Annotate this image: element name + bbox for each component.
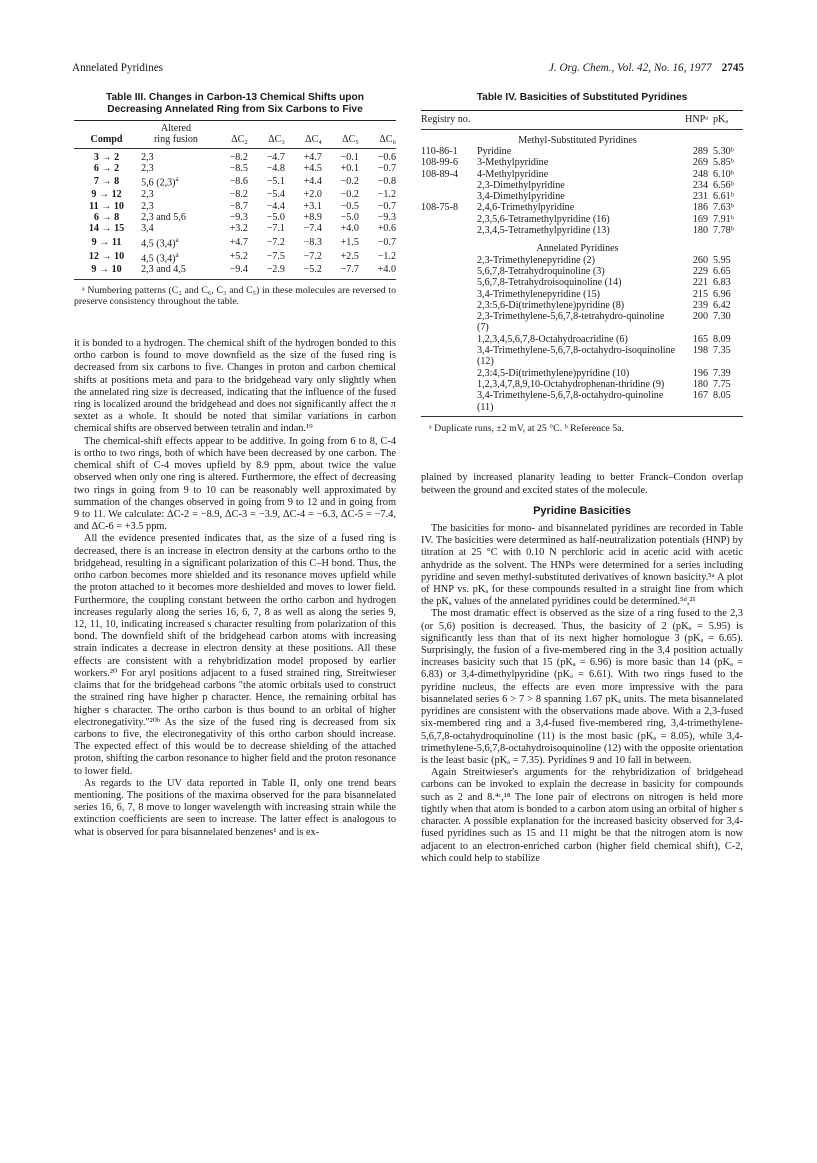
- table3-bottom-rule: [74, 279, 396, 280]
- table4-cell-compound: 5,6,7,8-Tetrahydroquinoline (3): [477, 265, 605, 277]
- table4-row: [421, 390, 743, 413]
- table4-cell-hnp: 180: [692, 378, 708, 390]
- table3-cell-compd: 7 → 8: [93, 176, 120, 188]
- table3-cell-value: +4.4: [303, 176, 322, 188]
- table4-row: [421, 345, 743, 368]
- table4-cell-pka: 7.75: [713, 378, 731, 390]
- table3-cell-value: +4.5: [303, 163, 322, 175]
- table4-cell-hnp: 239: [692, 299, 708, 311]
- right-body-text: [421, 472, 743, 865]
- table3-cell-value: −0.8: [377, 176, 396, 188]
- table3-cell-fusion: 2,3: [141, 189, 154, 201]
- table4-cell-pka: 5.85ᵇ: [713, 157, 734, 169]
- paragraph: The most dramatic effect is observed as the size of a ring fused to the 2,3 (or 5,6) position is decreased. Thus, the basicity of 2 (pKₐ = 5.95) is significantly less than that of its next higher homologue 3 (pKₐ = 6.65). Surprisingly, the fusion of a five-membered ring in the 3,4 position actually increases basicity such that 15 (pKₐ = 6.96) is more basic than 14 (pKₐ = 6.83) or 3,4-dimethylpyridine (pKₐ = 6.61). With two rings fused to the pyridine nucleus, the effects are even more impressive with the para bisannelated series 6 > 7 > 8 spanning 1.67 pKₐ units. The meta bisannelated pyridines are consistent with the observations made above. With a 2,3-fused six-membered ring and a 3,4-fused five-membered ring, 3,4-trimethylene-5,6,7,8-octahydroquinoline (11) is the most basic (pKₐ = 8.05), while 3,4-trimethylene-5,6,7,8-octahydroisoquinoline (12) with the opposite orientation is the least basic (pKₐ = 7.35). Pyridines 9 and 10 fall in between.: [421, 608, 743, 767]
- table4-cell-compound: 3-Methylpyridine: [477, 157, 549, 169]
- table3-cell-value: +0.1: [340, 163, 359, 175]
- section-heading: Pyridine Basicities: [533, 504, 631, 517]
- table4-cell-pka: 5.95: [713, 254, 731, 266]
- right-column: [421, 92, 743, 865]
- table3-cell-value: −0.7: [377, 200, 396, 212]
- table3-cell-fusion: 2,3: [141, 151, 154, 163]
- table4-cell-pka: 5.30ᵇ: [713, 146, 734, 157]
- paragraph: it is bonded to a hydrogen. The chemical shift of the hydrogen bonded to this ortho carbon is found to move downfield as the size of the fused ring is decreased from six carbons to five. Changes in proton and carbon chemical shifts at positions meta and para to the bridgehead vary only slightly when the annelated ring size is decreased, indicating that the influence of the fused ring is localized around the bridgehead and does not significantly affect the π sextet as a whole. It should be noted that similar variations in carbon chemical shifts are observed between tetralin and indan.¹⁹: [74, 337, 396, 435]
- table4-cell-hnp: 167: [692, 390, 708, 402]
- table3-cell-fusion: 2,3: [141, 200, 154, 212]
- table4-cell-compound: 5,6,7,8-Tetrahydroisoquinoline (14): [477, 277, 622, 289]
- table3-cell-value: −8.5: [229, 163, 248, 175]
- table4-cell-pka: 7.63ᵇ: [713, 202, 734, 214]
- table4-cell-registry: 110-86-1: [421, 146, 458, 157]
- table4-cell-pka: 6.10ᵇ: [713, 168, 734, 180]
- table4-cell-pka: 6.56ᵇ: [713, 179, 734, 191]
- table3-cell-value: +4.0: [340, 223, 359, 235]
- table3-row: [74, 235, 396, 250]
- table3-cell-value: +4.7: [229, 236, 248, 248]
- table4-cell-pka: 7.91ᵇ: [713, 213, 734, 225]
- table4-caption: Table IV. Basicities of Substituted Pyridines: [476, 92, 688, 103]
- running-header: [72, 62, 744, 78]
- table3-header-fusion: Altered ring fusion: [153, 122, 198, 146]
- table3-cell-value: +4.7: [303, 151, 322, 163]
- table3-cell-value: −7.2: [266, 236, 285, 248]
- paragraph: plained by increased planarity leading to better Franck–Condon overlap between the ground and excited states of the molecule.: [421, 472, 743, 496]
- table4-cell-hnp: 200: [692, 311, 708, 323]
- table3-cell-value: −0.7: [377, 236, 396, 248]
- table3-cell-compd: 6 → 2: [93, 163, 120, 175]
- table4-cell-compound: 2,3-Trimethylenepyridine (2): [477, 254, 595, 266]
- table3-cell-value: −5.0: [340, 212, 359, 224]
- table4-row: [421, 157, 743, 168]
- table4-cell-hnp: 248: [692, 168, 708, 180]
- table4-cell-hnp: 215: [692, 288, 708, 300]
- table3-cell-value: −4.4: [266, 200, 285, 212]
- table4-cell-pka: 7.30: [713, 311, 731, 323]
- table4-cell-registry: [421, 191, 475, 202]
- table4-cell-pka: 6.42: [713, 299, 731, 311]
- table4-header-hnp: HNPᵃ: [685, 114, 708, 126]
- table3-cell-fusion: 2,3: [141, 163, 154, 175]
- table4-row: [421, 277, 743, 288]
- table3-header-rule: [74, 148, 396, 149]
- table4-cell-pka: 6.96: [713, 288, 731, 300]
- table4-row: [421, 225, 743, 236]
- table3-row: [74, 212, 396, 223]
- table3-cell-value: +0.6: [377, 223, 396, 235]
- table4-cell-hnp: 180: [692, 225, 708, 237]
- table4-header-registry: Registry no.: [421, 114, 471, 126]
- table3-cell-compd: 14 → 15: [88, 223, 125, 235]
- table4: [421, 114, 743, 412]
- table4-cell-hnp: 269: [692, 157, 708, 169]
- table3-cell-compd: 11 → 10: [89, 200, 124, 212]
- table4-cell-hnp: 234: [692, 179, 708, 191]
- running-title: Annelated Pyridines: [72, 62, 164, 74]
- table4-cell-hnp: 289: [692, 146, 708, 157]
- paragraph: All the evidence presented indicates that, as the size of a fused ring is decreased, there is an increase in electron density at the carbons ortho to the bridgehead, resulting in a significant polarization of this C–H bond. Thus, the ortho carbon becomes more shielded and its resonance moves upfield while the proton attached to it becomes more deshielded and moves to lower field. Furthermore, the coupling constant between the ortho carbon and hydrogen increases regularly along the series 16, 6, 7, 8 as well as along the series 9, 12, 11, 10, indicating increased s character resulting from polarization of this bond. The downfield shift of the bridgehead carbon atoms with increasing strain indicates a decrease in electron density at these positions. All these effects are consistent with a rehybridization model proposed by earlier workers.²⁰ For aryl positions adjacent to a fused strained ring, Streitwieser claims that for the bridgehead carbons "the atomic orbitals used to construct the strained ring have higher p character. Hence, the remaining orbital has higher s character. The ortho carbon is thus bound to an orbital of higher electronegativity."²⁰ᵇ As the size of the fused ring is decreased from six carbons to five, the electronegativity of this ortho carbon should increase. The expected effect of this would be to decrease shielding of the attached proton, shifting the carbon resonance to higher field and the proton resonance to lower field.: [74, 533, 396, 777]
- table4-row: [421, 289, 743, 300]
- table3-cell-value: −1.2: [377, 189, 396, 201]
- table4-top-rule: [421, 110, 743, 111]
- table4-cell-compound: 2,3,4,5-Tetramethylpyridine (13): [477, 225, 610, 237]
- paragraph: As regards to the UV data reported in Table II, only one trend bears mentioning. The positions of the maxima observed for the para bisannelated series 16, 6, 7, 8 move to longer wavelength with increasing strain while the extinction coefficients are seen to increase. The latter effect is analogous to what is observed for para bisannelated benzenes¹ and is ex-: [74, 777, 396, 838]
- table4-cell-registry: [421, 214, 475, 225]
- table3-cell-value: +4.0: [377, 264, 396, 276]
- table3-cell-compd: 9 → 12: [91, 189, 122, 201]
- table4-row: [421, 300, 743, 311]
- table3-header-dc4: ΔC₄: [305, 134, 322, 146]
- table3-cell-compd: 9 → 11: [91, 236, 122, 248]
- table3-footnote: ᵃ Numbering patterns (C₂ and C₆, C₃ and C₅) in these molecules are reversed to preserve consistency throughout the table.: [74, 284, 396, 308]
- table3-header-dc2: ΔC₂: [231, 134, 248, 146]
- table4-row: [421, 266, 743, 277]
- paragraph: The chemical-shift effects appear to be additive. In going from 6 to 8, C-4 is ortho to two rings, both of which have been decreased by one carbon. The chemical shift of C-4 moves upfield by 8.9 ppm, about twice the value observed when only one ring is altered. Furthermore, the effect of decreasing two rings in going from 9 to 10 can be reasonably well approximated by summation of the changes observed in going from 9 to 12 and in going from 9 to 11. We calculate: ΔC-2 = −8.9, ΔC-3 = −3.9, ΔC-4 = −6.3, ΔC-5 = −7.4, and ΔC-6 = +3.5 ppm.: [74, 435, 396, 533]
- table4-cell-hnp: 186: [692, 202, 708, 214]
- table4-cell-registry: 108-75-8: [421, 202, 459, 214]
- table4-row: [421, 180, 743, 191]
- table3-row: [74, 264, 396, 275]
- table4-cell-hnp: 260: [692, 254, 708, 266]
- table4-cell-pka: 6.61ᵇ: [713, 191, 734, 203]
- table4-cell-registry: 108-99-6: [421, 157, 459, 169]
- table3-cell-value: −7.2: [303, 251, 322, 263]
- table3-cell-value: −8.6: [229, 176, 248, 188]
- table3-cell-value: −8.2: [229, 151, 248, 163]
- table3-cell-value: −0.5: [340, 200, 359, 212]
- table4-footnote: ᵃ Duplicate runs, ±2 mV, at 25 °C. ᵇ Reference 5a.: [429, 422, 624, 434]
- table4-cell-compound: 3,4-Trimethylenepyridine (15): [477, 288, 600, 300]
- left-column: [74, 92, 396, 839]
- table3-cell-compd: 3 → 2: [93, 151, 120, 163]
- table4-row: [421, 202, 743, 213]
- table3-header-dc5: ΔC₅: [342, 134, 359, 146]
- table4-cell-pka: 8.05: [713, 390, 731, 402]
- table4-bottom-rule: [421, 416, 743, 417]
- table3-header-compd: Compd: [90, 134, 123, 146]
- table4-row: [421, 191, 743, 202]
- table4-row: [421, 214, 743, 225]
- table3-cell-fusion: 5,6 $(2,3)^a$: [141, 175, 179, 189]
- table3-cell-value: −7.4: [303, 223, 322, 235]
- table3-cell-value: −5.2: [303, 264, 322, 276]
- table3-header-dc6: ΔC₆: [379, 134, 396, 146]
- table4-subheading: Methyl-Substituted Pyridines: [518, 134, 637, 146]
- table3-cell-value: −0.1: [340, 151, 359, 163]
- table3-row: [74, 250, 396, 265]
- table3-cell-value: −5.4: [266, 189, 285, 201]
- table4-cell-compound: 1,2,3,4,5,6,7,8-Octahydroacridine (6): [477, 333, 628, 345]
- table3-cell-fusion: 2,3 and 4,5: [141, 264, 186, 276]
- table3-row: [74, 189, 396, 200]
- table3-cell-value: +2.5: [340, 251, 359, 263]
- table4-row: [421, 379, 743, 390]
- table4-cell-hnp: 231: [692, 191, 708, 203]
- table4-row: [421, 311, 743, 334]
- table4-cell-pka: 6.83: [713, 277, 731, 289]
- table4-cell-compound: 2,3:4,5-Di(trimethylene)pyridine (10): [477, 367, 630, 379]
- table4-row: [421, 169, 743, 180]
- table4-row: [421, 146, 743, 157]
- table4-cell-compound: Pyridine: [477, 146, 512, 157]
- table3-cell-value: −8.7: [229, 200, 248, 212]
- table4-cell-compound: 2,3-Trimethylene-5,6,7,8-tetrahydro-quinoline (7): [477, 311, 665, 334]
- table4-cell-hnp: 229: [692, 265, 708, 277]
- table4-header-pka: pKₐ: [713, 114, 729, 126]
- table3-cell-value: −1.2: [377, 251, 396, 263]
- table3-cell-value: −0.2: [340, 176, 359, 188]
- table3-row: [74, 174, 396, 189]
- table4-row: [421, 334, 743, 345]
- table4-cell-registry: 108-89-4: [421, 168, 459, 180]
- table3-cell-value: +5.2: [229, 251, 248, 263]
- table3-cell-value: −9.4: [229, 264, 248, 276]
- table4-cell-compound: 2,3:5,6-Di(trimethylene)pyridine (8): [477, 299, 625, 311]
- table4-cell-pka: 7.39: [713, 367, 731, 379]
- table3-row: [74, 201, 396, 212]
- table3-cell-value: −0.7: [377, 163, 396, 175]
- table3-header-dc3: ΔC₃: [268, 134, 285, 146]
- table4-cell-hnp: 165: [692, 333, 708, 345]
- table3-cell-fusion: 3,4: [141, 223, 154, 235]
- table4-cell-compound: 1,2,3,4,7,8,9,10-Octahydrophenan-thridine (9): [477, 378, 665, 390]
- table3-cell-value: −9.3: [229, 212, 248, 224]
- table4-cell-compound: 3,4-Trimethylene-5,6,7,8-octahydro-isoquinoline (12): [477, 345, 676, 368]
- table3-cell-value: −7.7: [340, 264, 359, 276]
- paragraph: The basicities for mono- and bisannelated pyridines are recorded in Table IV. The basicities were determined as half-neutralization potentials (HNP) by titration at 25 °C with 0.10 N perchloric acid in acetic acid with acetic anhydride as the solvent. The HNPs were determined for a series including pyridine and seven methyl-substituted derivatives of known basicity.⁵ᵃ A plot of HNP vs. pKₐ for these compounds resulted in a straight line from which the pKₐ values of the annelated pyridines could be determined.⁵ᵈ,²¹: [421, 522, 743, 608]
- table3-cell-value: +1.5: [340, 236, 359, 248]
- table3-row: [74, 152, 396, 163]
- table3-cell-value: −4.7: [266, 151, 285, 163]
- table4-cell-compound: 3,4-Dimethylpyridine: [477, 191, 565, 203]
- table4-cell-compound: 2,4,6-Trimethylpyridine: [477, 202, 575, 214]
- table3-cell-value: −5.1: [266, 176, 285, 188]
- left-body-text: [74, 338, 396, 839]
- table4-cell-pka: 8.09: [713, 333, 731, 345]
- table4-row: [421, 255, 743, 266]
- table4-cell-compound: 3,4-Trimethylene-5,6,7,8-octahydro-quinoline (11): [477, 390, 664, 413]
- table3-cell-fusion: 2,3 and 5,6: [141, 212, 186, 224]
- table3-row: [74, 163, 396, 174]
- table3-cell-value: −2.9: [266, 264, 285, 276]
- table4-cell-pka: 6.65: [713, 265, 731, 277]
- table4-cell-hnp: 196: [692, 367, 708, 379]
- table4-cell-hnp: 169: [692, 213, 708, 225]
- table3-caption: Table III. Changes in Carbon-13 Chemical Shifts upon Decreasing Annelated Ring from Six Carbons to Five: [106, 92, 364, 116]
- table3-cell-compd: 6 → 8: [93, 212, 120, 224]
- table3-cell-value: −8.3: [303, 236, 322, 248]
- table3-cell-value: +3.2: [229, 223, 248, 235]
- table3-cell-value: −8.2: [229, 189, 248, 201]
- table4-cell-registry: [421, 225, 475, 236]
- table4-cell-registry: [421, 180, 475, 191]
- table3-cell-value: −4.8: [266, 163, 285, 175]
- table4-row: [421, 368, 743, 379]
- table3-cell-value: −9.3: [377, 212, 396, 224]
- table3-cell-value: −0.2: [340, 189, 359, 201]
- journal-citation: J. Org. Chem., Vol. 42, No. 16, 1977: [548, 62, 712, 74]
- table4-cell-hnp: 221: [692, 277, 708, 289]
- table4-cell-pka: 7.78ᵇ: [713, 225, 734, 237]
- table3: [74, 123, 396, 276]
- table4-cell-compound: 4-Methylpyridine: [477, 168, 549, 180]
- table4-cell-pka: 7.35: [713, 345, 731, 357]
- table3-cell-value: +3.1: [303, 200, 322, 212]
- table3-cell-compd: 12 → 10: [88, 251, 125, 263]
- table3-cell-value: −5.0: [266, 212, 285, 224]
- table3-cell-value: −7.1: [266, 223, 285, 235]
- table3-cell-value: −7.5: [266, 251, 285, 263]
- table3-cell-value: +8.9: [303, 212, 322, 224]
- paragraph: Again Streitwieser's arguments for the rehybridization of bridgehead carbons can be invoked to explain the decrease in basicity for compounds such as 2 and 8.⁴ᶜ,¹⁸ The lone pair of electrons on nitrogen is held more tightly when that atom is bonded to a carbon atom using an orbital of higher s character. A possible explanation for the increased basicity observed for 3,4-fused pyridines such as 15 and 11 might be that the nitrogen atom is now adjacent to an electron-enriched carbon (higher field chemical shift), C-2, which could help to stabilize: [421, 767, 743, 864]
- table3-cell-value: −0.6: [377, 151, 396, 163]
- table3-cell-compd: 9 → 10: [91, 264, 122, 276]
- table3-cell-fusion: 4,5 $(3,4)^a$: [141, 235, 179, 250]
- table3-top-rule: [74, 120, 396, 121]
- table4-header-rule: [421, 129, 743, 130]
- page-number: 2745: [721, 62, 744, 74]
- table4-cell-hnp: 198: [692, 345, 708, 357]
- table4-subheading: Annelated Pyridines: [536, 243, 619, 255]
- table3-row: [74, 223, 396, 234]
- table3-cell-fusion: 4,5 $(3,4)^a$: [141, 250, 179, 264]
- table4-cell-compound: 2,3-Dimethylpyridine: [477, 179, 565, 191]
- table4-cell-compound: 2,3,5,6-Tetramethylpyridine (16): [477, 213, 610, 225]
- table3-cell-value: +2.0: [303, 189, 322, 201]
